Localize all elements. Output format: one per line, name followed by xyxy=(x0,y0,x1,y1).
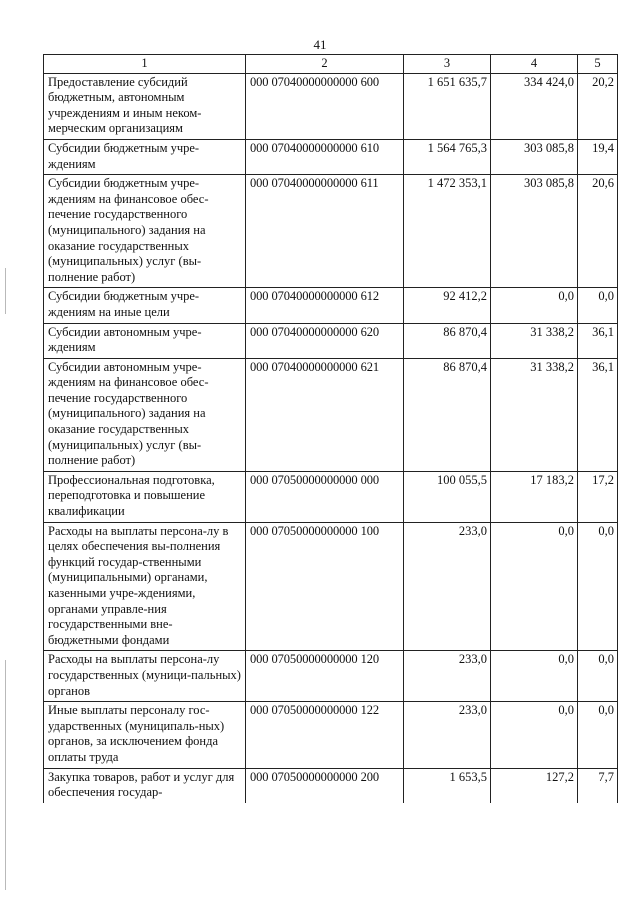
row-value-col5: 0,0 xyxy=(578,702,618,768)
row-value-col3: 233,0 xyxy=(404,522,491,651)
row-name-cell: Расходы на выплаты персона-лу государственных (муници-пальных) органов xyxy=(44,651,246,702)
table-row xyxy=(44,768,618,803)
row-code-cell: 000 07040000000000 610 xyxy=(246,139,404,174)
table-row xyxy=(44,702,618,768)
row-code-cell: 000 07040000000000 620 xyxy=(246,323,404,358)
budget-table xyxy=(43,54,618,803)
row-code-cell: 000 07040000000000 621 xyxy=(246,358,404,471)
row-value-col4: 0,0 xyxy=(491,702,578,768)
column-header-4: 4 xyxy=(491,55,578,74)
table-row xyxy=(44,522,618,651)
row-value-col4: 127,2 xyxy=(491,768,578,803)
row-name-cell: Закупка товаров, работ и услуг для обеспечения государ- xyxy=(44,768,246,803)
table-row xyxy=(44,358,618,471)
row-name-cell: Расходы на выплаты персона-лу в целях обеспечения вы-полнения функций государ-ственными (муниципальными) органами, казенными учре-ждениями, органами управле-ния государственными вне-бюджетными фондами xyxy=(44,522,246,651)
row-name-cell: Субсидии автономным учре-ждениям на финансовое обес-печение государственного (муниципального) задания на оказание государственных (муниципальных) услуг (вы-полнение работ) xyxy=(44,358,246,471)
row-value-col4: 31 338,2 xyxy=(491,323,578,358)
row-name-cell: Иные выплаты персоналу гос-ударственных (муниципаль-ных) органов, за исключением фонда оплаты труда xyxy=(44,702,246,768)
row-code-cell: 000 07050000000000 200 xyxy=(246,768,404,803)
row-value-col3: 1 472 353,1 xyxy=(404,175,491,288)
row-value-col5: 7,7 xyxy=(578,768,618,803)
row-code-cell: 000 07040000000000 611 xyxy=(246,175,404,288)
column-header-2: 2 xyxy=(246,55,404,74)
row-name-cell: Профессиональная подготовка, переподготовка и повышение квалификации xyxy=(44,471,246,522)
row-code-cell: 000 07050000000000 000 xyxy=(246,471,404,522)
row-value-col3: 1 564 765,3 xyxy=(404,139,491,174)
row-value-col4: 303 085,8 xyxy=(491,139,578,174)
table-row xyxy=(44,288,618,323)
row-value-col4: 0,0 xyxy=(491,651,578,702)
row-value-col5: 20,2 xyxy=(578,73,618,139)
row-name-cell: Субсидии бюджетным учре-ждениям на иные цели xyxy=(44,288,246,323)
page-number: 41 xyxy=(313,37,327,52)
table-body xyxy=(44,73,618,803)
row-value-col5: 0,0 xyxy=(578,522,618,651)
scan-edge-mark xyxy=(5,660,6,890)
column-header-1: 1 xyxy=(44,55,246,74)
row-code-cell: 000 07040000000000 600 xyxy=(246,73,404,139)
row-name-cell: Предоставление субсидий бюджетным, автономным учреждениям и иным неком-мерческим организациям xyxy=(44,73,246,139)
row-code-cell: 000 07050000000000 120 xyxy=(246,651,404,702)
table-row xyxy=(44,471,618,522)
row-value-col4: 303 085,8 xyxy=(491,175,578,288)
row-value-col5: 20,6 xyxy=(578,175,618,288)
row-value-col5: 19,4 xyxy=(578,139,618,174)
row-value-col4: 17 183,2 xyxy=(491,471,578,522)
table-row xyxy=(44,651,618,702)
row-value-col5: 0,0 xyxy=(578,288,618,323)
column-header-3: 3 xyxy=(404,55,491,74)
row-name-cell: Субсидии автономным учре-ждениям xyxy=(44,323,246,358)
column-header-5: 5 xyxy=(578,55,618,74)
row-name-cell: Субсидии бюджетным учре-ждениям xyxy=(44,139,246,174)
row-value-col4: 31 338,2 xyxy=(491,358,578,471)
row-value-col5: 36,1 xyxy=(578,358,618,471)
scan-edge-mark xyxy=(5,268,6,314)
row-value-col4: 334 424,0 xyxy=(491,73,578,139)
row-value-col4: 0,0 xyxy=(491,522,578,651)
row-value-col3: 86 870,4 xyxy=(404,358,491,471)
table-row xyxy=(44,139,618,174)
table-row xyxy=(44,175,618,288)
row-code-cell: 000 07050000000000 122 xyxy=(246,702,404,768)
row-value-col5: 0,0 xyxy=(578,651,618,702)
row-value-col3: 1 653,5 xyxy=(404,768,491,803)
row-code-cell: 000 07050000000000 100 xyxy=(246,522,404,651)
row-value-col3: 1 651 635,7 xyxy=(404,73,491,139)
row-value-col3: 100 055,5 xyxy=(404,471,491,522)
table-header-row xyxy=(44,55,618,74)
table-row xyxy=(44,323,618,358)
row-code-cell: 000 07040000000000 612 xyxy=(246,288,404,323)
row-value-col4: 0,0 xyxy=(491,288,578,323)
row-value-col5: 17,2 xyxy=(578,471,618,522)
row-name-cell: Субсидии бюджетным учре-ждениям на финансовое обес-печение государственного (муниципального) задания на оказание государственных (муниципальных) услуг (вы-полнение работ) xyxy=(44,175,246,288)
row-value-col3: 233,0 xyxy=(404,651,491,702)
row-value-col3: 233,0 xyxy=(404,702,491,768)
row-value-col5: 36,1 xyxy=(578,323,618,358)
table-row xyxy=(44,73,618,139)
row-value-col3: 86 870,4 xyxy=(404,323,491,358)
row-value-col3: 92 412,2 xyxy=(404,288,491,323)
